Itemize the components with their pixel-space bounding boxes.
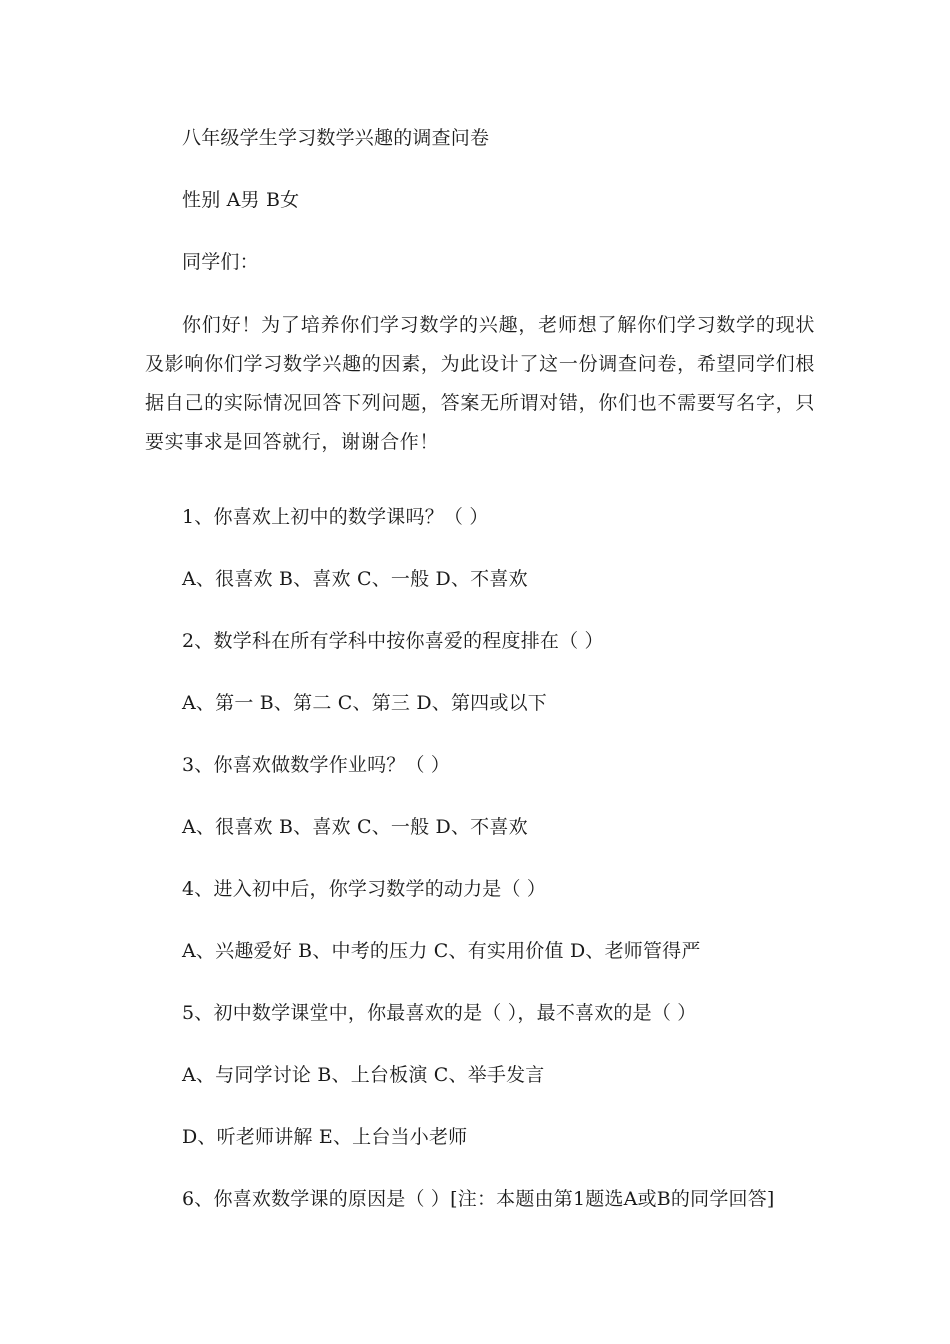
question-1: 1、你喜欢上初中的数学课吗？（ ） — [182, 506, 489, 528]
intro-paragraph: 你们好！为了培养你们学习数学的兴趣，老师想了解你们学习数学的现状及影响你们学习数学兴趣的因素，为此设计了这一份调查问卷，希望同学们根据自己的实际情况回答下列问题，答案无所谓对错，你们也不需要写名字，只要实事求是回答就行，谢谢合作！ — [145, 314, 815, 453]
question-2-options: A、第一 B、第二 C、第三 D、第四或以下 — [182, 692, 547, 714]
question-6: 6、你喜欢数学课的原因是（ ）[注：本题由第1题选A或B的同学回答] — [182, 1188, 775, 1210]
question-5-options-row-2: D、听老师讲解 E、上台当小老师 — [182, 1126, 468, 1148]
question-4: 4、进入初中后，你学习数学的动力是（ ） — [182, 878, 547, 900]
question-1-options: A、很喜欢 B、喜欢 C、一般 D、不喜欢 — [182, 568, 528, 590]
question-2: 2、数学科在所有学科中按你喜爱的程度排在（ ） — [182, 630, 604, 652]
document-title: 八年级学生学习数学兴趣的调查问卷 — [182, 127, 490, 149]
greeting: 同学们： — [182, 251, 259, 273]
question-4-options: A、兴趣爱好 B、中考的压力 C、有实用价值 D、老师管得严 — [182, 940, 701, 962]
question-5: 5、初中数学课堂中，你最喜欢的是（ ），最不喜欢的是（ ） — [182, 1002, 697, 1024]
question-3-options: A、很喜欢 B、喜欢 C、一般 D、不喜欢 — [182, 816, 528, 838]
question-3: 3、你喜欢做数学作业吗？（ ） — [182, 754, 451, 776]
question-5-options-row-1: A、与同学讨论 B、上台板演 C、举手发言 — [182, 1064, 545, 1086]
gender-line: 性别 A男 B女 — [182, 189, 300, 211]
